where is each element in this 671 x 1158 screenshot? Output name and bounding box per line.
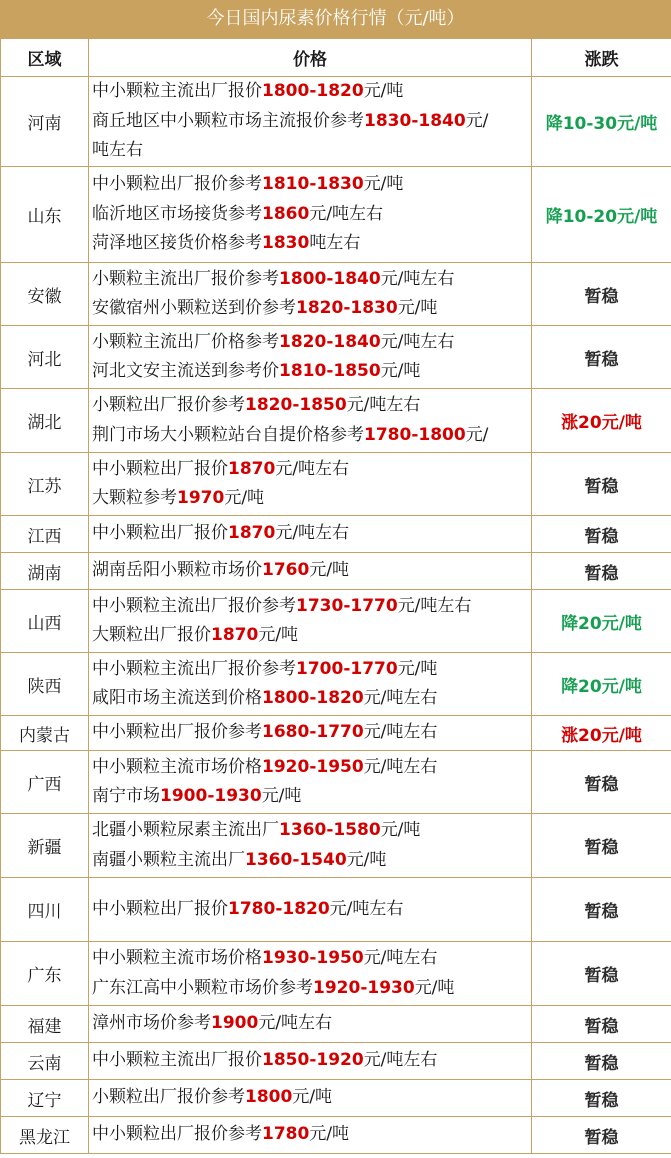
region-cell: 广西 [1,751,89,814]
price-value: 1780 [262,1124,310,1145]
price-text: 临沂地区市场接货参考 [92,203,262,224]
price-text: 湖南岳阳小颗粒市场价 [92,560,262,581]
price-value: 1870 [228,458,276,479]
price-value: 1920-1950 [262,756,364,777]
price-text: 中小颗粒主流市场价格 [92,756,262,777]
price-line [92,391,531,421]
region-cell: 辽宁 [1,1080,89,1117]
table-row [1,590,671,653]
price-text: 荆门市场大小颗粒站台自提价格参考 [92,424,364,445]
price-value: 1970 [177,488,225,508]
price-value: 1760 [262,560,310,581]
price-text: 中小颗粒主流市场价格 [92,948,262,968]
price-text: 北疆小颗粒尿素主流出厂 [92,820,279,840]
price-cell [89,1117,532,1154]
price-text: 元/吨 [397,298,438,318]
price-text: 中小颗粒出厂报价参考 [92,174,262,195]
change-cell: 暂稳 [532,1006,671,1043]
region-cell: 黑龙江 [1,1117,89,1154]
price-line [92,294,531,324]
price-text: 吨左右 [92,140,143,161]
price-line [92,1083,531,1113]
price-value: 1360-1580 [279,820,381,840]
price-line [92,753,531,783]
price-text: 元/吨左右 [275,458,350,479]
region-cell: 四川 [1,878,89,942]
price-value: 1730-1770 [296,595,398,616]
price-text: 元/吨 [380,361,421,381]
price-line [92,484,531,514]
table-row [1,1006,671,1043]
price-value: 1930-1950 [262,948,364,968]
change-cell: 暂稳 [532,453,671,516]
price-text: 吨左右 [309,233,361,254]
change-cell: 降20元/吨 [532,590,671,653]
table-row [1,389,671,453]
price-line [92,816,531,846]
region-cell: 陕西 [1,653,89,716]
table-row [1,653,671,716]
region-cell: 广东 [1,942,89,1006]
price-value: 1820-1850 [245,395,347,415]
region-cell: 云南 [1,1043,89,1080]
price-text: 元/吨左右 [397,595,472,616]
price-text: 元/吨左右 [258,1013,333,1034]
price-value: 1920-1930 [313,977,415,998]
table-row [1,878,671,942]
table-row [1,77,671,167]
price-text: 中小颗粒主流出厂报价 [92,1050,262,1071]
price-value: 1780-1820 [228,898,330,919]
table-row [1,716,671,751]
table-row [1,942,671,1006]
price-line [92,974,531,1004]
region-cell: 安徽 [1,263,89,326]
price-line [92,170,531,200]
price-value: 1810-1850 [279,361,381,381]
price-line [92,846,531,876]
region-cell: 新疆 [1,814,89,878]
price-text: 小颗粒出厂报价参考 [92,395,245,415]
price-text: 元/吨 [363,174,404,195]
price-cell [89,389,532,453]
price-text: 小颗粒主流出厂报价参考 [92,268,279,289]
price-text: 中小颗粒出厂报价 [92,458,228,479]
price-line [92,655,531,685]
price-line [92,782,531,812]
change-cell: 降10-20元/吨 [532,167,671,263]
table-row [1,1043,671,1080]
table-row [1,1080,671,1117]
price-cell [89,716,532,751]
price-cell [89,942,532,1006]
price-value: 1900 [211,1013,259,1034]
price-text: 元/ [465,110,489,131]
region-cell: 河北 [1,326,89,389]
price-cell [89,326,532,389]
price-cell [89,516,532,553]
price-text: 中小颗粒主流出厂报价参考 [92,658,296,679]
price-line [92,895,531,925]
price-text: 南宁市场 [92,786,160,806]
change-cell: 暂稳 [532,326,671,389]
price-text: 中小颗粒出厂报价参考 [92,722,262,743]
price-text: 商丘地区中小颗粒市场主流报价参考 [92,110,364,131]
price-line [92,592,531,622]
region-cell: 江苏 [1,453,89,516]
price-text: 菏泽地区接货价格参考 [92,233,262,254]
price-cell [89,590,532,653]
price-value: 1870 [228,523,276,544]
price-value: 1850-1920 [262,1050,364,1071]
price-line [92,200,531,230]
region-cell: 山东 [1,167,89,263]
change-cell: 暂稳 [532,263,671,326]
price-text: 元/吨 [292,1087,333,1108]
price-text: 漳州市场价参考 [92,1013,211,1034]
price-line [92,107,531,137]
table-row [1,167,671,263]
price-text: 元/吨 [261,786,302,806]
price-line [92,229,531,259]
price-cell [89,1080,532,1117]
price-value: 1700-1770 [296,658,398,679]
price-value: 1810-1830 [262,174,364,195]
region-cell: 湖南 [1,553,89,590]
header-change: 涨跌 [532,39,671,77]
price-text: 中小颗粒出厂报价 [92,898,228,919]
price-cell [89,653,532,716]
change-cell: 暂稳 [532,1117,671,1154]
price-text: 元/吨左右 [363,1050,438,1071]
price-line [92,136,531,166]
price-text: 大颗粒出厂报价 [92,625,211,645]
price-text: 小颗粒出厂报价参考 [92,1087,245,1108]
table-row [1,326,671,389]
price-cell [89,814,532,878]
price-text: 元/ [465,424,489,445]
price-text: 南疆小颗粒主流出厂 [92,849,245,870]
change-cell: 降10-30元/吨 [532,77,671,167]
price-text: 安徽宿州小颗粒送到价参考 [92,298,296,318]
price-text: 元/吨左右 [363,756,438,777]
price-cell [89,453,532,516]
price-text: 元/吨左右 [380,268,455,289]
price-value: 1780-1800 [364,424,466,445]
price-value: 1900-1930 [160,786,262,806]
price-text: 元/吨 [380,820,421,840]
table-row [1,751,671,814]
region-cell: 山西 [1,590,89,653]
change-cell: 暂稳 [532,942,671,1006]
price-line [92,1009,531,1039]
price-text: 元/吨左右 [363,948,438,968]
price-line [92,1120,531,1150]
price-line [92,357,531,387]
price-text: 元/吨 [414,977,455,998]
price-text: 元/吨左右 [329,898,404,919]
price-text: 河北文安主流送到参考价 [92,361,279,381]
price-table [0,38,671,1154]
price-value: 1830-1840 [364,110,466,131]
page-title: 今日国内尿素价格行情（元/吨） [0,0,671,38]
table-header-row [1,39,671,77]
price-text: 元/吨 [224,488,265,508]
price-text: 元/吨左右 [309,203,384,224]
region-cell: 内蒙古 [1,716,89,751]
price-value: 1820-1830 [296,298,398,318]
change-cell: 暂稳 [532,814,671,878]
price-text: 元/吨 [309,560,350,581]
price-line [92,519,531,549]
price-cell [89,553,532,590]
price-value: 1360-1540 [245,849,347,870]
price-value: 1800 [245,1087,293,1108]
table-row [1,263,671,326]
price-text: 小颗粒主流出厂价格参考 [92,331,279,352]
price-value: 1870 [211,625,259,645]
change-cell: 暂稳 [532,1043,671,1080]
price-line [92,77,531,107]
price-text: 中小颗粒主流出厂报价参考 [92,595,296,616]
table-row [1,453,671,516]
price-value: 1820-1840 [279,331,381,352]
price-cell [89,878,532,942]
price-text: 元/吨 [397,658,438,679]
price-text: 广东江高中小颗粒市场价参考 [92,977,313,998]
header-region: 区域 [1,39,89,77]
price-cell [89,263,532,326]
price-line [92,556,531,586]
region-cell: 福建 [1,1006,89,1043]
price-line [92,265,531,295]
price-text: 元/吨 [346,849,387,870]
price-value: 1800-1820 [262,81,364,102]
change-cell: 暂稳 [532,751,671,814]
region-cell: 湖北 [1,389,89,453]
price-line [92,621,531,651]
price-line [92,328,531,358]
price-line [92,684,531,714]
price-text: 中小颗粒出厂报价 [92,523,228,544]
price-cell [89,1043,532,1080]
price-cell [89,751,532,814]
price-value: 1800-1820 [262,688,364,708]
price-text: 元/吨 [309,1124,350,1145]
price-text: 元/吨左右 [363,722,438,743]
table-row [1,1117,671,1154]
price-line [92,944,531,974]
table-row [1,814,671,878]
price-text: 元/吨 [258,625,299,645]
price-text: 大颗粒参考 [92,488,177,508]
header-price: 价格 [89,39,532,77]
price-value: 1680-1770 [262,722,364,743]
price-value: 1800-1840 [279,268,381,289]
price-text: 中小颗粒出厂报价参考 [92,1124,262,1145]
change-cell: 暂稳 [532,553,671,590]
price-text: 元/吨左右 [363,688,438,708]
change-cell: 涨20元/吨 [532,389,671,453]
price-text: 元/吨左右 [275,523,350,544]
price-line [92,1046,531,1076]
table-row [1,553,671,590]
price-cell [89,167,532,263]
price-text: 元/吨左右 [346,395,421,415]
price-value: 1860 [262,203,310,224]
price-value: 1830 [262,233,310,254]
price-cell [89,77,532,167]
price-text: 中小颗粒主流出厂报价 [92,81,262,102]
table-row [1,516,671,553]
price-line [92,421,531,451]
table-body [1,77,671,1154]
change-cell: 暂稳 [532,516,671,553]
price-line [92,718,531,748]
price-text: 元/吨 [363,81,404,102]
price-line [92,455,531,485]
change-cell: 暂稳 [532,1080,671,1117]
region-cell: 河南 [1,77,89,167]
price-cell [89,1006,532,1043]
price-text: 咸阳市场主流送到价格 [92,688,262,708]
change-cell: 涨20元/吨 [532,716,671,751]
change-cell: 降20元/吨 [532,653,671,716]
region-cell: 江西 [1,516,89,553]
change-cell: 暂稳 [532,878,671,942]
price-text: 元/吨左右 [380,331,455,352]
